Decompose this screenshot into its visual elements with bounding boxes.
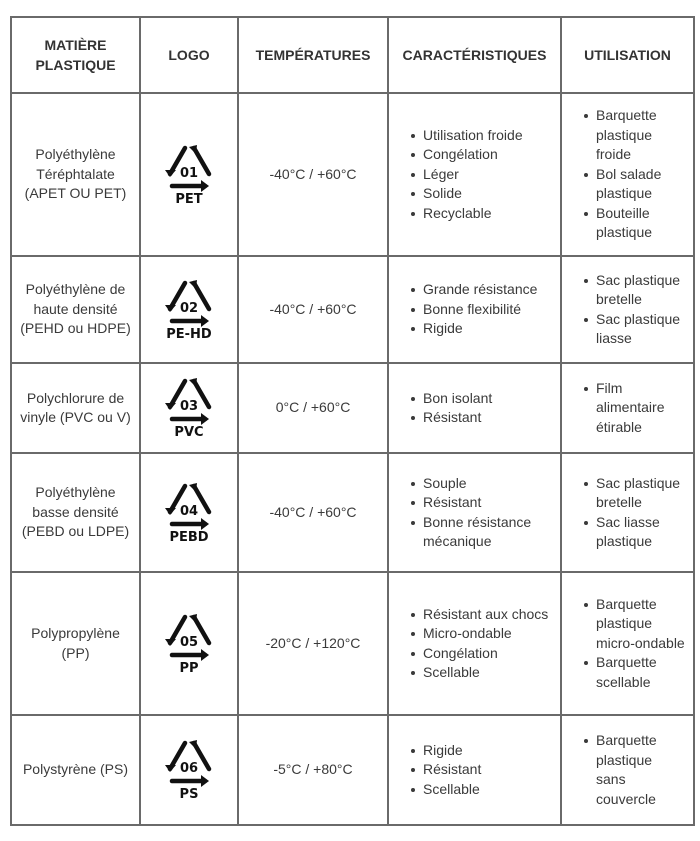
list-item: Scellable (423, 663, 552, 683)
characteristics-list (397, 474, 552, 552)
list-item: Résistant (423, 408, 552, 428)
material-cell: Polystyrène (PS) (11, 715, 140, 825)
list-item: Rigide (423, 741, 552, 761)
list-item: Bouteille plastique (596, 204, 685, 243)
temperature-cell: -40°C / +60°C (238, 256, 388, 363)
header-logo: LOGO (140, 17, 238, 93)
list-item: Film alimentaire étirable (596, 379, 685, 438)
logo-cell (140, 715, 238, 825)
list-item: Résistant (423, 493, 552, 513)
header-row (11, 17, 694, 93)
table-row (11, 256, 694, 363)
resin-number: 02 (179, 300, 199, 316)
table-row (11, 572, 694, 715)
characteristics-list (397, 389, 552, 428)
characteristics-cell (388, 93, 561, 256)
header-material: MATIÈRE PLASTIQUE (11, 17, 140, 93)
list-item: Sac plastique bretelle (596, 271, 685, 310)
list-item: Résistant (423, 760, 552, 780)
usage-list (570, 106, 685, 243)
resin-code: PE-HD (166, 326, 212, 341)
temperature-cell: -20°C / +120°C (238, 572, 388, 715)
resin-number: 04 (179, 503, 199, 519)
list-item: Congélation (423, 145, 552, 165)
characteristics-cell (388, 715, 561, 825)
recycle-triangle-icon (161, 279, 217, 341)
list-item: Léger (423, 165, 552, 185)
characteristics-list (397, 280, 552, 339)
table-body (11, 93, 694, 825)
recycle-triangle-icon (161, 482, 217, 544)
list-item: Barquette plastique micro-ondable (596, 595, 685, 654)
resin-number: 03 (179, 399, 199, 414)
temperature-cell: -40°C / +60°C (238, 93, 388, 256)
list-item: Barquette scellable (596, 653, 685, 692)
list-item: Bon isolant (423, 389, 552, 409)
list-item: Solide (423, 184, 552, 204)
resin-number: 01 (179, 165, 199, 181)
list-item: Micro-ondable (423, 624, 552, 644)
header-temperatures: TEMPÉRATURES (238, 17, 388, 93)
usage-cell (561, 715, 694, 825)
list-item: Barquette plastique froide (596, 106, 685, 165)
characteristics-cell (388, 256, 561, 363)
logo-cell (140, 93, 238, 256)
header-usage: UTILISATION (561, 17, 694, 93)
usage-list (570, 595, 685, 693)
list-item: Recyclable (423, 204, 552, 224)
list-item: Bonne résistance mécanique (423, 513, 552, 552)
usage-list (570, 474, 685, 552)
usage-list (570, 379, 685, 438)
resin-code: PEBD (169, 529, 209, 544)
recycle-triangle-icon (161, 739, 217, 801)
list-item: Bol salade plastique (596, 165, 685, 204)
logo-cell (140, 363, 238, 453)
resin-code: PS (179, 787, 199, 801)
logo-cell (140, 572, 238, 715)
characteristics-list (397, 741, 552, 800)
table-row (11, 93, 694, 256)
list-item: Sac liasse plastique (596, 513, 685, 552)
characteristics-cell (388, 363, 561, 453)
recycle-triangle-icon (161, 377, 217, 439)
list-item: Rigide (423, 319, 552, 339)
recycle-triangle-icon (161, 613, 217, 675)
resin-code: PET (175, 191, 203, 206)
characteristics-cell (388, 453, 561, 572)
logo-cell (140, 453, 238, 572)
material-cell: Polypropylène (PP) (11, 572, 140, 715)
list-item: Barquette plastique sans couvercle (596, 731, 685, 809)
recycle-triangle-icon (161, 144, 217, 206)
temperature-cell: -40°C / +60°C (238, 453, 388, 572)
characteristics-list (397, 605, 552, 683)
usage-list (570, 731, 685, 809)
table-row (11, 363, 694, 453)
logo-cell (140, 256, 238, 363)
resin-code: PVC (174, 425, 204, 439)
plastics-table (10, 16, 695, 826)
list-item: Sac plastique bretelle (596, 474, 685, 513)
usage-cell (561, 453, 694, 572)
table-row (11, 453, 694, 572)
usage-cell (561, 363, 694, 453)
usage-cell (561, 572, 694, 715)
list-item: Souple (423, 474, 552, 494)
list-item: Scellable (423, 780, 552, 800)
characteristics-list (397, 126, 552, 224)
material-cell: Polyéthylène de haute densité (PEHD ou HDPE) (11, 256, 140, 363)
list-item: Résistant aux chocs (423, 605, 552, 625)
usage-list (570, 271, 685, 349)
temperature-cell: -5°C / +80°C (238, 715, 388, 825)
list-item: Grande résistance (423, 280, 552, 300)
table-row (11, 715, 694, 825)
material-cell: Polyéthylène basse densité (PEBD ou LDPE) (11, 453, 140, 572)
usage-cell (561, 256, 694, 363)
material-cell: Polyéthylène Téréphtalate (APET OU PET) (11, 93, 140, 256)
header-characteristics: CARACTÉRISTIQUES (388, 17, 561, 93)
material-cell: Polychlorure de vinyle (PVC ou V) (11, 363, 140, 453)
list-item: Sac plastique liasse (596, 310, 685, 349)
list-item: Congélation (423, 644, 552, 664)
resin-number: 06 (179, 761, 199, 776)
resin-number: 05 (179, 634, 199, 650)
list-item: Utilisation froide (423, 126, 552, 146)
list-item: Bonne flexibilité (423, 300, 552, 320)
temperature-cell: 0°C / +60°C (238, 363, 388, 453)
characteristics-cell (388, 572, 561, 715)
usage-cell (561, 93, 694, 256)
resin-code: PP (179, 660, 199, 675)
